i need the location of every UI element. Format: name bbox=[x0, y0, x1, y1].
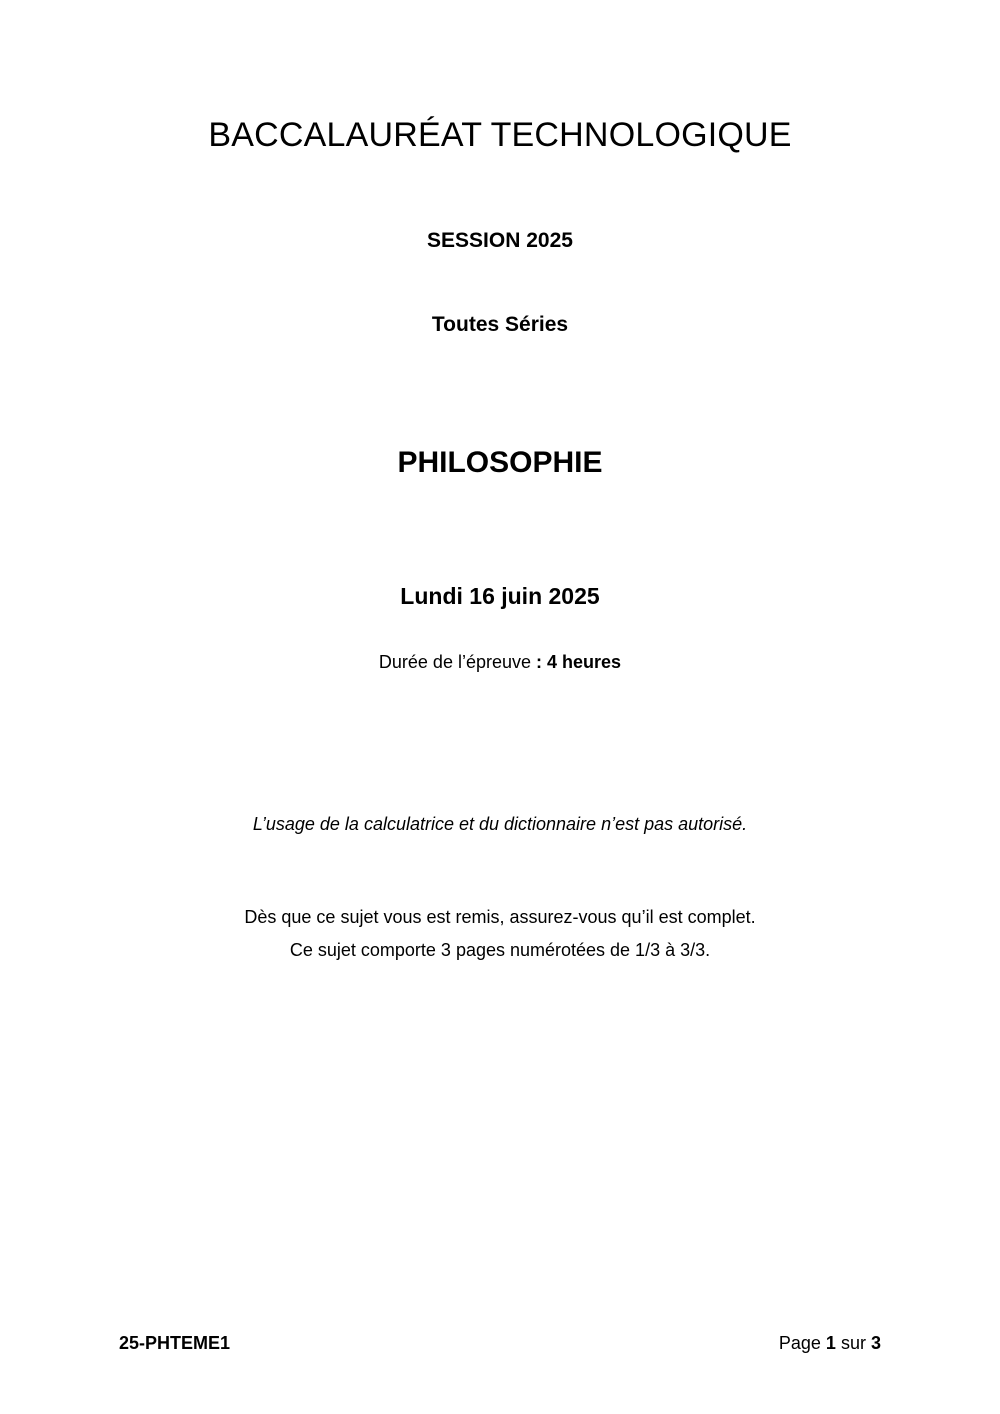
calculator-notice: L’usage de la calculatrice et du dictionnaire n’est pas autorisé. bbox=[252, 814, 748, 834]
page-current: 1 bbox=[825, 1333, 836, 1353]
page-total: 3 bbox=[870, 1333, 881, 1353]
page-of-label: sur bbox=[840, 1333, 866, 1353]
page-label: Page bbox=[778, 1333, 821, 1353]
exam-duration bbox=[0, 652, 1000, 673]
subject-title: PHILOSOPHIE bbox=[397, 446, 603, 479]
duration-label: Durée de l’épreuve bbox=[378, 652, 532, 672]
duration-value: : 4 heures bbox=[536, 652, 622, 672]
completeness-instruction: Dès que ce sujet vous est remis, assurez-vous qu’il est complet. bbox=[244, 907, 756, 927]
page-count-instruction: Ce sujet comporte 3 pages numérotées de 1/3 à 3/3. bbox=[289, 940, 711, 960]
exam-title: BACCALAURÉAT TECHNOLOGIQUE bbox=[208, 116, 792, 154]
subject-code: 25-PHTEME1 bbox=[119, 1333, 231, 1353]
exam-date: Lundi 16 juin 2025 bbox=[400, 583, 600, 609]
series-label: Toutes Séries bbox=[431, 313, 569, 336]
session-label: SESSION 2025 bbox=[427, 229, 573, 252]
page-number bbox=[779, 1333, 881, 1354]
